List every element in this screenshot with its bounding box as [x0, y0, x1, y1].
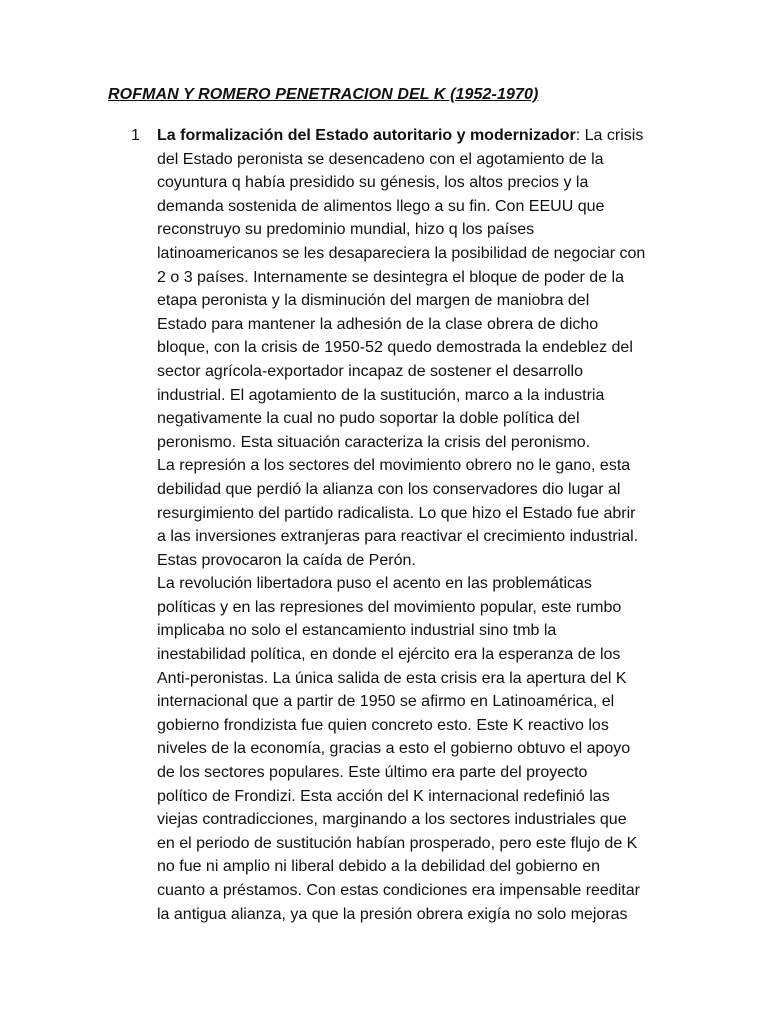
body-paragraph: [157, 124, 657, 926]
paragraph-line: reconstruyo su predominio mundial, hizo q los países: [157, 221, 535, 239]
list-item-number: 1: [131, 127, 140, 144]
section-heading-continuation: : La crisis: [575, 127, 644, 144]
paragraph-line: La revolución libertadora puso el acento en las problemáticas: [157, 575, 592, 593]
paragraph-line: debilidad que perdió la alianza con los conservadores dio lugar al: [157, 480, 621, 498]
paragraph-line: resurgimiento del partido radicalista. Lo que hizo el Estado fue abrir: [157, 504, 636, 522]
paragraph-line: internacional que a partir de 1950 se afirmo en Latinoamérica, el: [157, 693, 615, 711]
paragraph-line: del Estado peronista se desencadeno con el agotamiento de la: [157, 150, 604, 168]
paragraph-line: implicaba no solo el estancamiento industrial sino tmb la: [157, 622, 557, 640]
paragraph-line: La represión a los sectores del movimiento obrero no le gano, esta: [157, 457, 631, 475]
paragraph-line: de los sectores populares. Este último era parte del proyecto: [157, 764, 588, 782]
paragraph-line: en el periodo de sustitución habían prosperado, pero este flujo de K: [157, 834, 638, 852]
paragraph-line: etapa peronista y la disminución del margen de maniobra del: [157, 292, 590, 310]
paragraph-line: sector agrícola-exportador incapaz de sostener el desarrollo: [157, 362, 584, 380]
paragraph-line: viejas contradicciones, marginando a los sectores industriales que: [157, 811, 627, 829]
paragraph-line: bloque, con la crisis de 1950-52 quedo demostrada la endeblez del: [157, 339, 633, 357]
paragraph-line: políticas y en las represiones del movimiento popular, este rumbo: [157, 598, 622, 616]
paragraph-line: latinoamericanos se les desapareciera la posibilidad de negociar con: [157, 244, 646, 262]
paragraph-line: 2 o 3 países. Internamente se desintegra el bloque de poder de la: [157, 268, 624, 286]
paragraph-line: Estado para mantener la adhesión de la clase obrera de dicho: [157, 315, 599, 333]
section-heading: La formalización del Estado autoritario y modernizador: [157, 127, 576, 144]
paragraph-line: cuanto a préstamos. Con estas condiciones era impensable reeditar: [157, 882, 640, 899]
paragraph-line: niveles de la economía, gracias a esto el gobierno obtuvo el apoyo: [157, 740, 631, 758]
paragraph-line: industrial. El agotamiento de la sustitución, marco a la industria: [157, 386, 605, 404]
paragraph-line: político de Frondizi. Esta acción del K internacional redefinió las: [157, 787, 610, 805]
document-title: ROFMAN Y ROMERO PENETRACION DEL K (1952-1970): [108, 86, 539, 103]
paragraph-line: a las inversiones extranjeras para reactivar el crecimiento industrial.: [157, 528, 639, 546]
paragraph-line: inestabilidad política, en donde el ejército era la esperanza de los: [157, 646, 621, 664]
paragraph-line: la antigua alianza, ya que la presión obrera exigía no solo mejoras: [157, 905, 628, 923]
paragraph-line-heading: [157, 124, 657, 148]
paragraph-line: coyuntura q había presidido su génesis, los altos precios y la: [157, 174, 589, 192]
paragraph-line: demanda sostenida de alimentos llego a su fin. Con EEUU que: [157, 197, 605, 215]
paragraph-line: Estas provocaron la caída de Perón.: [157, 551, 416, 569]
paragraph-line: peronismo. Esta situación caracteriza la crisis del peronismo.: [157, 433, 591, 451]
paragraph-line: gobierno frondizista fue quien concreto esto. Este K reactivo los: [157, 716, 609, 734]
paragraph-line: negativamente la cual no pudo soportar la doble política del: [157, 410, 580, 428]
paragraph-line: Anti-peronistas. La única salida de esta crisis era la apertura del K: [157, 669, 627, 687]
paragraph-line: no fue ni amplio ni liberal debido a la debilidad del gobierno en: [157, 858, 600, 876]
